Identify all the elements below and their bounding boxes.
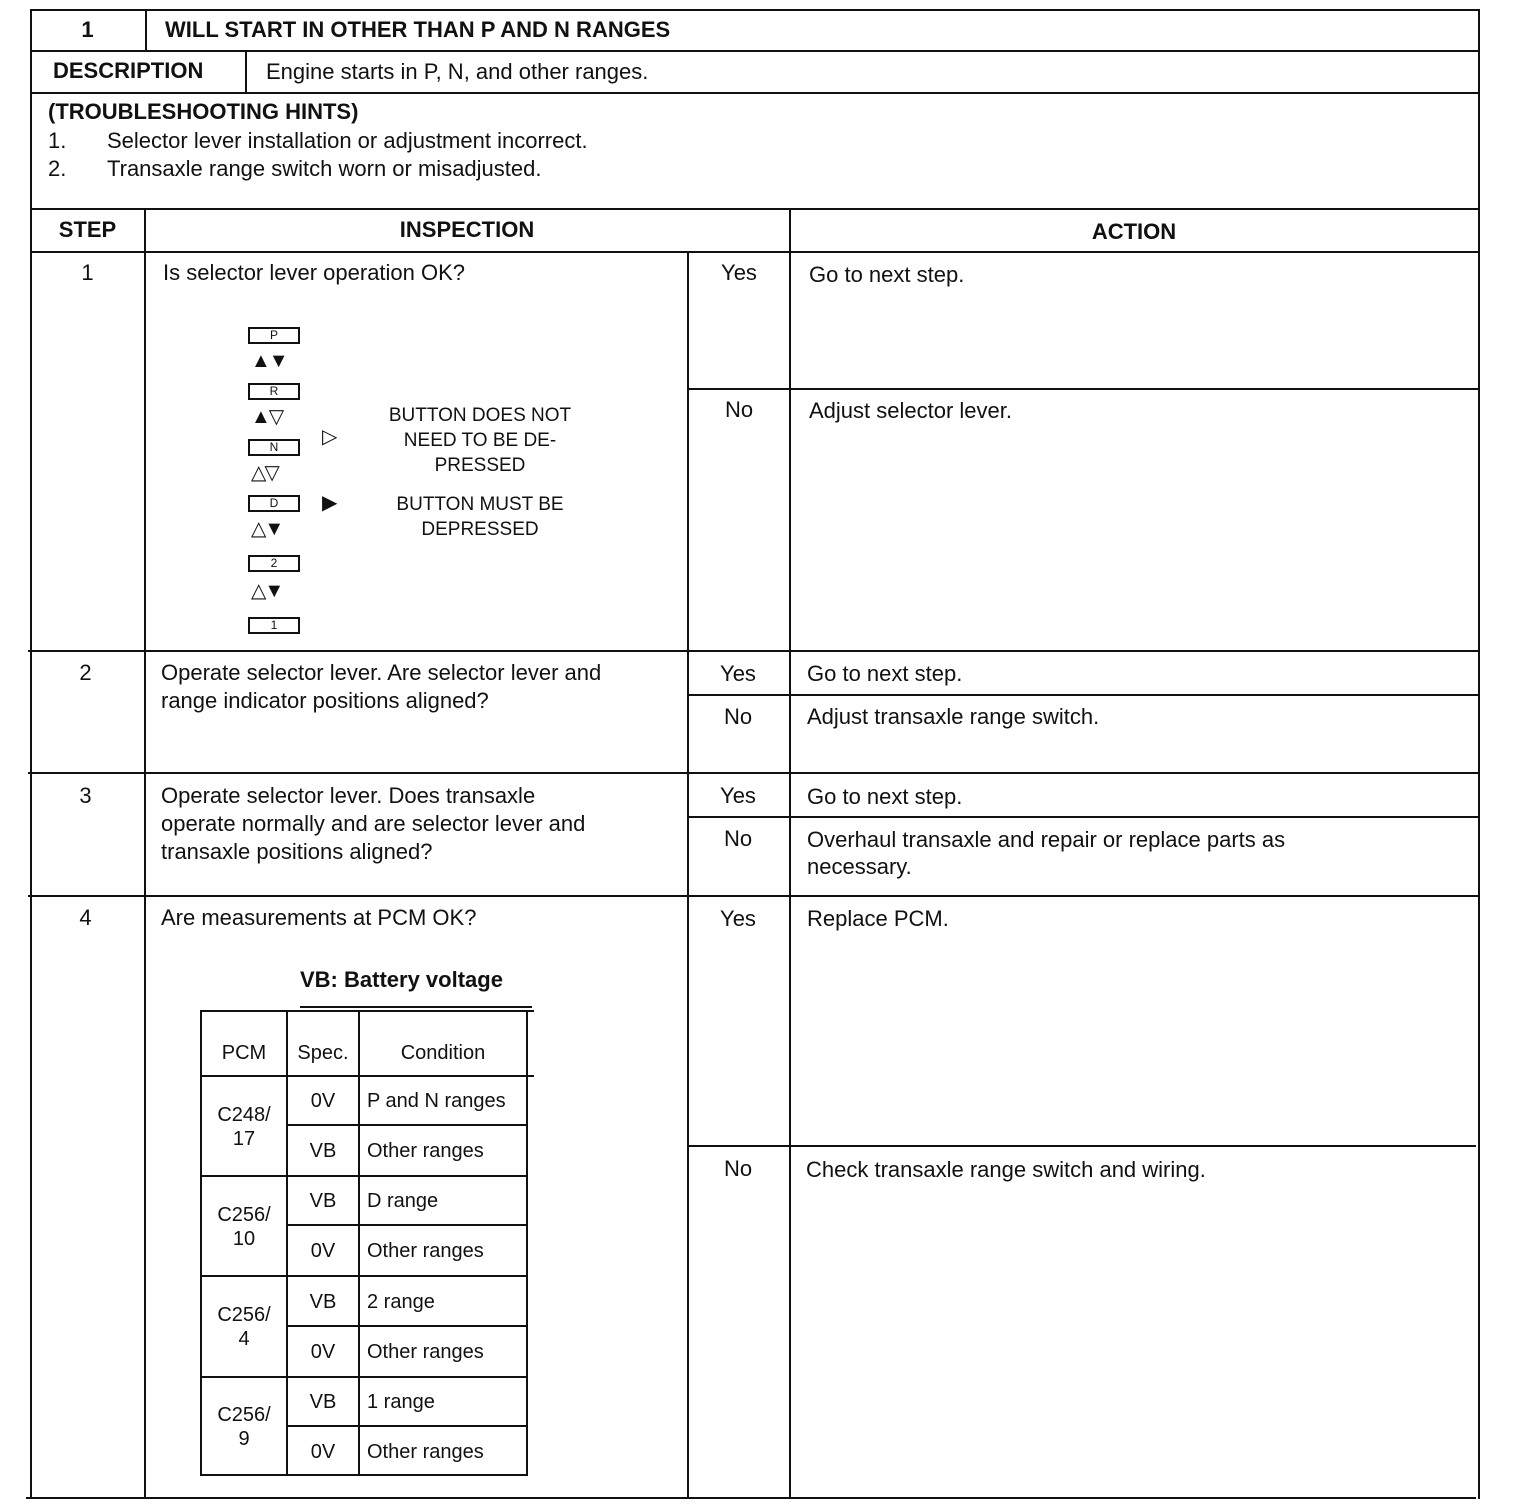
hint-1-number: 1. — [48, 128, 67, 153]
hints-title: (TROUBLESHOOTING HINTS) — [48, 99, 359, 124]
pcm-terminal-line-1: C256/ — [217, 1204, 271, 1226]
condition-value: Other ranges — [367, 1140, 484, 1162]
table-rule — [286, 1224, 528, 1226]
no-label: No — [724, 397, 754, 422]
inspection-line-2: operate normally and are selector lever and — [161, 811, 586, 836]
gear-position-2: 2 — [248, 555, 300, 572]
outline-up-solid-down-arrows-icon: △▼ — [251, 580, 283, 602]
header-condition: Condition — [400, 1042, 486, 1064]
rule-step1-yes-no — [688, 388, 1480, 390]
table-rule — [286, 1124, 528, 1126]
outline-up-solid-down-arrows-icon: △▼ — [251, 518, 283, 540]
yes-label: Yes — [720, 783, 756, 808]
spec-value: VB — [309, 1291, 337, 1313]
yes-label: Yes — [721, 260, 757, 285]
header-pcm: PCM — [221, 1042, 267, 1064]
legend-not-pressed-line-2: NEED TO BE DE- — [403, 430, 557, 451]
condition-value: 2 range — [367, 1291, 435, 1313]
rule-step3-yes-no — [688, 816, 1478, 818]
rule-top — [30, 9, 1480, 11]
table-rule — [200, 1376, 528, 1378]
problem-number: 1 — [81, 17, 94, 42]
problem-title: WILL START IN OTHER THAN P AND N RANGES — [165, 17, 671, 42]
condition-value: D range — [367, 1190, 439, 1212]
legend-pressed-line-1: BUTTON MUST BE — [396, 494, 564, 515]
rule-right — [1478, 9, 1480, 1499]
pcm-terminal-line-2: 10 — [232, 1228, 256, 1250]
inspection-text: Is selector lever operation OK? — [163, 260, 466, 285]
spec-value: VB — [309, 1391, 337, 1413]
gear-position-p: P — [248, 327, 300, 344]
legend-not-pressed-line-1: BUTTON DOES NOT — [388, 405, 572, 426]
outline-up-down-arrows-icon: △▽ — [251, 462, 278, 484]
gear-position-r: R — [248, 383, 300, 400]
rule-description-divider — [245, 50, 247, 93]
table-rule — [286, 1325, 528, 1327]
no-action: Adjust selector lever. — [809, 398, 1012, 423]
hint-1-text: Selector lever installation or adjustment incorrect. — [107, 128, 588, 153]
yes-action: Go to next step. — [809, 262, 965, 287]
pcm-terminal-line-2: 9 — [238, 1428, 250, 1450]
table-rule-right — [526, 1010, 528, 1476]
legend-pressed-line-2: DEPRESSED — [421, 519, 539, 540]
no-action: Check transaxle range switch and wiring. — [806, 1157, 1206, 1182]
pcm-terminal-line-2: 17 — [232, 1128, 256, 1150]
no-label: No — [723, 826, 753, 851]
yes-action: Replace PCM. — [807, 906, 949, 931]
condition-value: 1 range — [367, 1391, 435, 1413]
yes-label: Yes — [720, 906, 756, 931]
inspection-line-2: range indicator positions aligned? — [161, 688, 489, 713]
table-rule-col2 — [358, 1010, 360, 1476]
condition-value: Other ranges — [367, 1441, 484, 1463]
table-rule-header — [200, 1075, 534, 1077]
step-number: 1 — [81, 260, 94, 285]
rule-step1-bottom — [28, 650, 1478, 652]
solid-up-down-arrows-icon: ▲▼ — [251, 350, 287, 372]
description-label: DESCRIPTION — [53, 58, 204, 83]
table-rule — [200, 1175, 528, 1177]
solid-right-arrow-icon: ▶ — [322, 492, 336, 514]
pcm-terminal-line-1: C248/ — [217, 1104, 271, 1126]
caption-underline — [300, 1006, 532, 1008]
rule-hints-bottom — [30, 208, 1480, 210]
rule-step3-bottom — [28, 895, 1478, 897]
spec-value: VB — [309, 1140, 337, 1162]
column-header-inspection: INSPECTION — [399, 217, 535, 242]
no-label: No — [723, 704, 753, 729]
legend-not-pressed-line-3: PRESSED — [434, 455, 526, 476]
spec-value: 0V — [310, 1240, 336, 1262]
spec-value: 0V — [310, 1441, 336, 1463]
rule-bottom — [26, 1497, 1476, 1499]
rule-step-column — [144, 208, 146, 1498]
no-label: No — [723, 1156, 753, 1181]
outline-right-arrow-icon: ▷ — [322, 426, 336, 448]
rule-action-column — [789, 208, 791, 1498]
header-spec: Spec. — [297, 1042, 349, 1064]
step-number: 4 — [79, 905, 92, 930]
rule-step2-yes-no — [688, 694, 1478, 696]
gear-position-n: N — [248, 439, 300, 456]
column-header-action: ACTION — [1091, 219, 1177, 244]
condition-value: Other ranges — [367, 1240, 484, 1262]
spec-value: VB — [309, 1190, 337, 1212]
pcm-terminal-line-1: C256/ — [217, 1404, 271, 1426]
yes-action: Go to next step. — [807, 784, 963, 809]
inspection-line-3: transaxle positions aligned? — [161, 839, 433, 864]
pcm-terminal-line-2: 4 — [238, 1328, 250, 1350]
inspection-text: Are measurements at PCM OK? — [161, 905, 477, 930]
spec-value: 0V — [310, 1341, 336, 1363]
gear-position-1: 1 — [248, 617, 300, 634]
condition-value: Other ranges — [367, 1341, 484, 1363]
step-number: 2 — [79, 660, 92, 685]
inspection-line-1: Operate selector lever. Does transaxle — [161, 783, 536, 808]
table-rule — [286, 1425, 528, 1427]
column-header-step: STEP — [58, 217, 117, 242]
gear-position-d: D — [248, 495, 300, 512]
table-caption: VB: Battery voltage — [300, 967, 503, 992]
no-action-line-1: Overhaul transaxle and repair or replace parts as — [807, 827, 1286, 852]
rule-header-bottom — [30, 50, 1480, 52]
table-rule — [200, 1275, 528, 1277]
rule-step2-bottom — [28, 772, 1478, 774]
table-rule-bottom — [200, 1474, 528, 1476]
no-action: Adjust transaxle range switch. — [807, 704, 1100, 729]
hint-2-text: Transaxle range switch worn or misadjusted. — [107, 156, 542, 181]
spec-value: 0V — [310, 1090, 336, 1112]
yes-action: Go to next step. — [807, 661, 963, 686]
no-action-line-2: necessary. — [807, 854, 912, 879]
inspection-line-1: Operate selector lever. Are selector lever and — [161, 660, 602, 685]
rule-step4-yes-no — [688, 1145, 1476, 1147]
step-number: 3 — [79, 783, 92, 808]
yes-label: Yes — [720, 661, 756, 686]
pcm-terminal-line-1: C256/ — [217, 1304, 271, 1326]
rule-yes-no-column — [687, 251, 689, 1498]
condition-value: P and N ranges — [367, 1090, 506, 1112]
description-text: Engine starts in P, N, and other ranges. — [266, 59, 649, 84]
rule-header-divider — [145, 9, 147, 51]
solid-up-outline-down-arrows-icon: ▲▽ — [251, 406, 283, 428]
rule-description-bottom — [30, 92, 1480, 94]
rule-columns-bottom — [30, 251, 1480, 253]
hint-2-number: 2. — [48, 156, 67, 181]
table-rule-top — [200, 1010, 534, 1012]
